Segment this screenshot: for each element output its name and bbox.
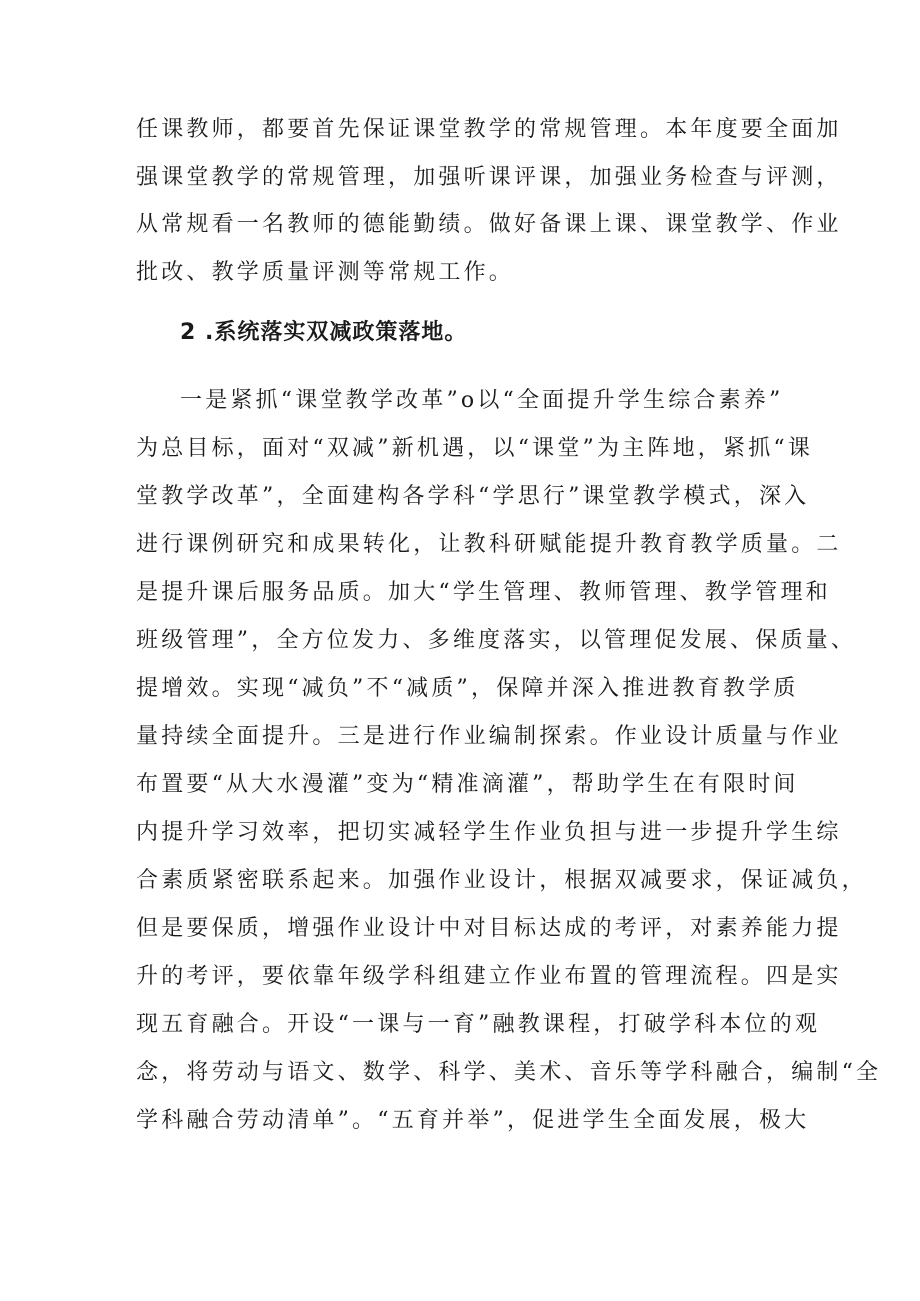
paragraph-line: 批改、教学质量评测等常规工作。 xyxy=(136,260,515,285)
paragraph-line: 合素质紧密联系起来。加强作业设计，根据双减要求，保证减负， xyxy=(136,868,867,893)
section-heading: 2 .系统落实双减政策落地。 xyxy=(180,320,468,345)
paragraph-line: 堂教学改革”，全面建构各学科“学思行”课堂教学模式，深入 xyxy=(136,484,810,509)
paragraph-line: 强课堂教学的常规管理，加强听课评课，加强业务检查与评测， xyxy=(136,165,842,190)
paragraph-line: 升的考评，要依靠年级学科组建立作业布置的管理流程。四是实 xyxy=(136,964,842,989)
paragraph-line: 提增效。实现“减负”不“减质”，保障并深入推进教育教学质 xyxy=(136,676,799,701)
paragraph-line: 从常规看一名教师的德能勤绩。做好备课上课、课堂教学、作业 xyxy=(136,212,842,237)
paragraph-line: 布置要“从大水漫灌”变为“精准滴灌”，帮助学生在有限时间 xyxy=(136,772,799,797)
paragraph-line: 班级管理”，全方位发力、多维度落实，以管理促发展、保质量、 xyxy=(136,628,857,653)
paragraph-line: 但是要保质，增强作业设计中对目标达成的考评，对素养能力提 xyxy=(136,916,842,941)
paragraph-line: 内提升学习效率，把切实减轻学生作业负担与进一步提升学生综 xyxy=(136,820,842,845)
paragraph-line: 进行课例研究和成果转化，让教科研赋能提升教育教学质量。二 xyxy=(136,532,842,557)
paragraph-line: 现五育融合。开设“一课与一育”融教课程，打破学科本位的观 xyxy=(136,1012,821,1037)
paragraph-line: 念，将劳动与语文、数学、科学、美术、音乐等学科融合，编制“全 xyxy=(136,1060,882,1085)
paragraph-line: 一是紧抓“课堂教学改革”o以“全面提升学生综合素养” xyxy=(180,388,784,413)
paragraph-line: 任课教师，都要首先保证课堂教学的常规管理。本年度要全面加 xyxy=(136,117,842,142)
paragraph-line: 为总目标，面对“双减”新机遇，以“课堂”为主阵地，紧抓“课 xyxy=(136,436,814,461)
paragraph-line: 学科融合劳动清单”。“五育并举”，促进学生全面发展，极大 xyxy=(136,1108,810,1133)
paragraph-line: 是提升课后服务品质。加大“学生管理、教师管理、教学管理和 xyxy=(136,580,831,605)
paragraph-line: 量持续全面提升。三是进行作业编制探索。作业设计质量与作业 xyxy=(136,724,842,749)
